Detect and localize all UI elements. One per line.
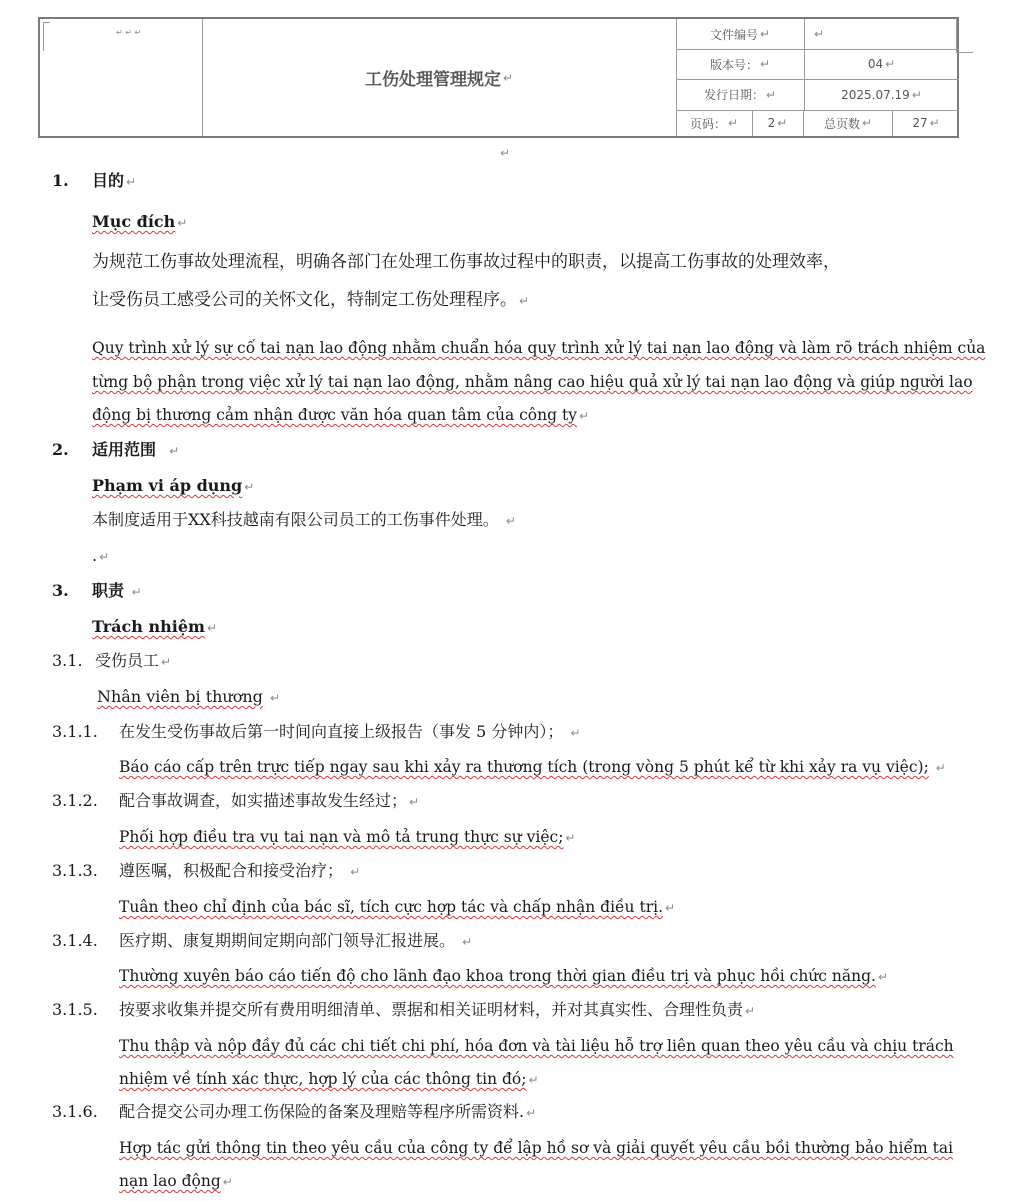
section-3-1-title: 受伤员工 ↵	[95, 651, 172, 670]
item-number: 3.1.1.	[52, 722, 98, 741]
section-1-number: 1.	[52, 171, 69, 190]
section-2-cn-line: 本制度适用于XX科技越南有限公司员工的工伤事件处理。 ↵	[92, 510, 516, 529]
item-cn: 配合事故调查，如实描述事故发生经过； ↵	[119, 791, 420, 810]
item-vi-continued: nạn lao động ↵	[119, 1172, 233, 1190]
section-2-title: 适用范围 ↵	[92, 440, 180, 459]
item-number: 3.1.3.	[52, 861, 98, 880]
section-2-dot: . ↵	[92, 546, 110, 565]
item-vi: Thu thập và nộp đầy đủ các chi tiết chi phí, hóa đơn và tài liệu hỗ trợ liên quan theo yêu cầu và chịu trách	[119, 1037, 954, 1055]
item-vi: Tuân theo chỉ định của bác sĩ, tích cực hợp tác và chấp nhận điều trị. ↵	[119, 898, 676, 916]
section-1-vi-line-2: từng bộ phận trong việc xử lý tai nạn lao động, nhằm nâng cao hiệu quả xử lý tai nạn lao động và giúp người lao	[92, 373, 973, 391]
item-vi: Phối hợp điều tra vụ tai nạn và mô tả trung thực sự việc; ↵	[119, 828, 576, 846]
section-3-1-vi-title: Nhân viên bị thương ↵	[97, 687, 281, 706]
margin-mark	[956, 18, 973, 53]
document-header-table	[38, 17, 959, 138]
section-2-vi-title: Phạm vi áp dụng ↵	[92, 476, 255, 495]
date-label: 发行日期： ↵	[676, 79, 805, 110]
doc-no-label: 文件编号 ↵	[676, 19, 805, 49]
item-vi-continued: nhiệm về tính xác thực, hợp lý của các thông tin đó; ↵	[119, 1070, 539, 1088]
item-number: 3.1.6.	[52, 1102, 98, 1121]
section-3-vi-title: Trách nhiệm ↵	[92, 617, 217, 636]
section-1-title: 目的 ↵	[92, 171, 137, 190]
logo-cell	[40, 19, 203, 136]
section-1-vi-title: Mục đích ↵	[92, 212, 188, 231]
document-info	[676, 19, 959, 136]
section-1-vi-line-3: động bị thương cảm nhận được văn hóa quan tâm của công ty ↵	[92, 406, 590, 424]
item-vi: Thường xuyên báo cáo tiến độ cho lãnh đạo khoa trong thời gian điều trị và phục hồi chức năng. ↵	[119, 967, 889, 985]
item-cn: 在发生受伤事故后第一时间向直接上级报告（事发 5 分钟内）； ↵	[119, 722, 581, 741]
date-value: 2025.07.19 ↵	[841, 87, 922, 102]
document-title	[202, 19, 677, 136]
section-1-vi-line-1: Quy trình xử lý sự cố tai nạn lao động nhằm chuẩn hóa quy trình xử lý tai nạn lao động và làm rõ trách nhiệm của	[92, 339, 986, 357]
paragraph-mark: ↵	[502, 70, 514, 85]
item-cn: 遵医嘱，积极配合和接受治疗； ↵	[119, 861, 361, 880]
section-3-1-number: 3.1.	[52, 651, 83, 670]
page-value: 2 ↵	[752, 110, 804, 136]
version-value: 04 ↵	[867, 57, 896, 71]
page-label: 页码： ↵	[676, 110, 753, 136]
item-vi: Hợp tác gửi thông tin theo yêu cầu của công ty để lập hồ sơ và giải quyết yêu cầu bồi thường bảo hiểm tai	[119, 1139, 954, 1157]
section-3-title: 职责 ↵	[92, 581, 142, 600]
doc-no-value: ↵	[814, 27, 825, 41]
section-1-cn-line-1: 为规范工伤事故处理流程，明确各部门在处理工伤事故过程中的职责，以提高工伤事故的处理效率，	[92, 252, 840, 272]
item-number: 3.1.4.	[52, 931, 98, 950]
item-vi: Báo cáo cấp trên trực tiếp ngay sau khi xảy ra thương tích (trong vòng 5 phút kể từ khi xảy ra vụ việc); ↵	[119, 758, 946, 776]
doc-no-row	[676, 19, 959, 50]
section-1-cn-line-2: 让受伤员工感受公司的关怀文化，特制定工伤处理程序。 ↵	[92, 290, 530, 310]
section-3-number: 3.	[52, 581, 69, 600]
page-row	[676, 110, 959, 136]
logo-placeholder-marks: ↵ ↵ ↵	[116, 28, 142, 37]
item-cn: 按要求收集并提交所有费用明细清单、票据和相关证明材料，并对其真实性、合理性负责 ↵	[119, 1000, 756, 1019]
document-title-text: 工伤处理管理规定	[364, 70, 501, 90]
version-label: 版本号： ↵	[676, 49, 805, 79]
item-number: 3.1.5.	[52, 1000, 98, 1019]
corner-mark	[43, 22, 50, 51]
version-row	[676, 49, 959, 80]
item-number: 3.1.2.	[52, 791, 98, 810]
date-row	[676, 79, 959, 111]
item-cn: 配合提交公司办理工伤保险的备案及理赔等程序所需资料. ↵	[119, 1102, 537, 1121]
empty-paragraph-mark: ↵	[500, 146, 511, 160]
total-pages-label: 总页数 ↵	[804, 110, 893, 136]
section-2-number: 2.	[52, 440, 69, 459]
total-pages-value: 27 ↵	[912, 116, 940, 130]
item-cn: 医疗期、康复期期间定期向部门领导汇报进展。 ↵	[119, 931, 473, 950]
